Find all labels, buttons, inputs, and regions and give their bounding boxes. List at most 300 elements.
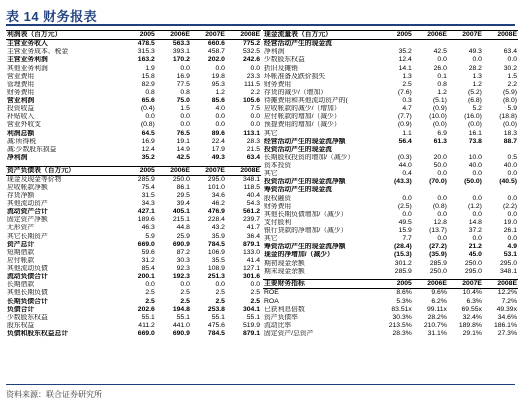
table-row [263, 268, 518, 276]
row-value: (50.0) [464, 178, 482, 186]
table-row [6, 73, 261, 81]
row-value: 25.9 [176, 232, 190, 240]
row-value: 210.7% [423, 321, 447, 329]
row-value: (35.9) [429, 251, 447, 259]
row-value: 22.4 [211, 137, 225, 145]
row-value: (5.2) [467, 88, 482, 96]
row-value: 99.11x [426, 305, 447, 313]
row-value: (70.0) [429, 178, 447, 186]
row-label: 折旧及摊销 [264, 64, 298, 72]
row-value: 301.2 [394, 259, 412, 267]
table-row [6, 249, 261, 257]
row-value: 49.5 [398, 218, 412, 226]
table-row [263, 121, 518, 129]
row-value: 532.5 [242, 48, 260, 56]
row-value: 26.1 [503, 227, 517, 234]
row-value [378, 40, 413, 49]
row-value: 10.0 [468, 153, 482, 161]
year-header: 2006E [413, 280, 448, 289]
year-header [448, 146, 483, 154]
row-value: 2.5 [145, 297, 155, 305]
row-value: 6.2% [431, 297, 447, 305]
row-value: (0.0) [503, 121, 517, 129]
table-row [6, 289, 261, 297]
row-value: 75.4 [141, 183, 155, 191]
row-value: 561.2 [242, 208, 260, 216]
row-value: 476.9 [207, 208, 225, 216]
row-value: 5.9 [507, 105, 517, 113]
row-label: 补贴收入 [7, 113, 35, 121]
row-value: 23.3 [246, 72, 260, 80]
right-panel [263, 30, 518, 338]
row-value: 40.4 [246, 191, 260, 199]
row-label: 营业外收支 [7, 121, 41, 129]
row-value: 186.1% [493, 321, 517, 329]
subsection-row [263, 186, 518, 194]
year-header: 2008E [483, 280, 518, 289]
row-label: 财务费用 [7, 88, 35, 96]
row-label: 其它 [264, 170, 278, 178]
row-value: 16.1 [468, 129, 482, 137]
row-value: 2.5 [180, 297, 190, 305]
table-row [263, 306, 518, 314]
year-header: 2005 [121, 166, 156, 175]
row-value: 202.0 [207, 56, 225, 64]
row-value: 0.0 [507, 194, 517, 202]
row-value: 118.5 [243, 183, 260, 191]
row-value: 35.2 [141, 153, 155, 161]
row-value: 87.2 [176, 248, 190, 256]
table-row [263, 203, 518, 211]
table-row [6, 121, 261, 129]
table-row [6, 306, 261, 314]
row-value: 30.3 [176, 256, 190, 264]
row-value: 0.3 [402, 97, 412, 104]
row-label: 应收帐款的减少/（增加） [264, 105, 341, 113]
table-row [6, 146, 261, 154]
row-value: 75.0 [176, 97, 190, 104]
row-value: 0.0 [437, 210, 447, 218]
row-value: 0.0 [507, 210, 517, 218]
table-row [263, 56, 518, 64]
row-value: 49.39x [496, 305, 517, 313]
row-value: (15.3) [394, 251, 412, 259]
row-value: 2.5 [250, 289, 260, 297]
row-label: 营业利润 [7, 97, 35, 104]
row-label: 减:少数股东损益 [7, 145, 57, 153]
table-row [6, 322, 261, 330]
row-value: 14.9 [176, 145, 190, 153]
table-row [6, 154, 261, 162]
row-value: 35.2 [398, 48, 412, 56]
row-value: 5.2 [472, 105, 482, 113]
row-value: 879.1 [242, 330, 260, 337]
row-value: 12.8 [433, 218, 447, 226]
row-value: 12.4 [398, 56, 412, 64]
row-label: 财务费用 [264, 80, 292, 88]
section-title: 主要财务指标 [263, 280, 378, 289]
table-row [6, 65, 261, 73]
row-value: (0.0) [432, 121, 447, 129]
title-divider [6, 24, 515, 26]
table-row [6, 105, 261, 113]
row-label: 投资活动产生的现金流净额 [264, 178, 346, 186]
row-label: 投资收益 [7, 105, 35, 113]
table-row [6, 113, 261, 121]
row-value: 0.0 [215, 64, 225, 72]
row-value: 64.5 [141, 129, 155, 137]
row-value: 202.6 [137, 305, 155, 313]
row-value: 0.0 [250, 64, 260, 72]
row-label: 股权融资 [264, 194, 292, 202]
row-value: 690.9 [172, 240, 190, 248]
year-header: 2008E [483, 31, 518, 40]
row-value: 0.0 [507, 170, 517, 178]
row-value: (2.2) [503, 202, 517, 210]
row-label: 期末现金余额 [264, 267, 305, 275]
row-value: 6.3% [466, 297, 482, 305]
row-value: 660.6 [207, 40, 225, 48]
table-row [6, 314, 261, 322]
table-row [6, 273, 261, 281]
year-header [413, 146, 448, 154]
row-value: (8.0) [503, 97, 517, 104]
table-row [263, 73, 518, 81]
table-row [263, 314, 518, 322]
row-value: 0.0 [437, 170, 447, 178]
row-value: 106.9 [207, 248, 225, 256]
table-row [263, 289, 518, 298]
year-header: 2007E [191, 31, 226, 40]
row-value: 0.0 [507, 56, 517, 64]
page-title: 表 14 财务报表 [6, 9, 98, 24]
row-value: 519.9 [242, 321, 260, 329]
row-value: 16.9 [141, 137, 155, 145]
table-row [6, 56, 261, 64]
row-value: 35.9 [211, 232, 225, 240]
row-label: 应付帐款 [7, 256, 35, 264]
row-value: 0.0 [250, 113, 260, 121]
row-value: 21.2 [468, 243, 482, 251]
table-row [6, 184, 261, 192]
row-value: 88.7 [503, 137, 517, 145]
row-value: 18.3 [503, 129, 517, 137]
row-value: 27.3% [497, 330, 517, 337]
row-value: (43.3) [394, 178, 412, 186]
row-value: 17.9 [211, 145, 225, 153]
row-value: 19.0 [503, 218, 517, 226]
row-value: 76.5 [176, 129, 190, 137]
table-row [263, 170, 518, 178]
section-header-row [6, 31, 261, 40]
table-row [6, 330, 261, 338]
footer-divider [6, 384, 515, 385]
row-value: 200.1 [137, 273, 155, 281]
row-value: (18.8) [499, 113, 517, 121]
table-row [6, 257, 261, 265]
year-header: 2005 [121, 31, 156, 40]
row-value: 40.0 [468, 162, 482, 169]
row-value: 427.1 [137, 208, 155, 216]
row-value: 1.1 [402, 129, 412, 137]
row-label: 长期负债合计 [7, 297, 48, 305]
row-value: 2.5 [215, 289, 225, 297]
row-label: 流动负债合计 [7, 273, 48, 281]
row-value: (5.9) [503, 88, 517, 96]
row-value: 41.4 [246, 256, 260, 264]
row-value: 26.0 [433, 64, 447, 72]
year-header [448, 186, 483, 194]
table-row [263, 298, 518, 306]
row-value: 475.6 [207, 321, 225, 329]
row-value: 95.3 [211, 80, 225, 88]
row-value: 478.5 [137, 40, 155, 48]
year-header [483, 186, 518, 194]
row-value: 163.2 [137, 56, 155, 64]
row-value: 192.3 [172, 273, 190, 281]
row-value: 0.0 [180, 113, 190, 121]
row-value: 301.6 [242, 273, 260, 281]
year-header: 2006E [413, 31, 448, 40]
row-value: 105.6 [242, 97, 260, 104]
row-value: 15.8 [141, 72, 155, 80]
row-value: 0.0 [215, 281, 225, 289]
row-value: 1.9 [145, 64, 155, 72]
row-label: 坏帐准备及跌价损失 [264, 72, 326, 80]
row-value: 2.5 [145, 289, 155, 297]
row-label: 其他长期负债 [7, 289, 48, 297]
row-value: 295.0 [464, 267, 482, 275]
row-value: 189.8% [458, 321, 482, 329]
row-value: 63.4 [503, 48, 517, 56]
row-value: 411.2 [138, 321, 155, 329]
row-value: 250.0 [464, 259, 482, 267]
row-value: 0.0 [145, 113, 155, 121]
row-value: 45.0 [468, 251, 482, 259]
row-value: 458.7 [207, 48, 225, 56]
row-value: 12.2% [497, 289, 517, 297]
year-header: 2007E [448, 31, 483, 40]
row-value: 0.4 [402, 170, 412, 178]
row-value: 30.3% [392, 313, 412, 321]
row-value: (0.3) [397, 153, 412, 161]
row-value: 1.3 [472, 72, 482, 80]
row-value: 242.6 [242, 56, 260, 64]
row-value: 0.0 [250, 281, 260, 289]
row-value: 784.5 [207, 330, 225, 337]
row-label: 支付股利 [264, 218, 292, 226]
row-label: 应付帐款的增加/（减少） [264, 113, 341, 121]
row-value: 2.5 [215, 297, 225, 305]
table-row [263, 81, 518, 89]
row-value: 63.4 [246, 153, 260, 161]
row-value: (1.2) [467, 202, 482, 210]
row-value: 35.5 [211, 256, 225, 264]
row-label: 利润总额 [7, 129, 35, 137]
row-label: 银行贷款的净增加/（减少） [264, 227, 348, 234]
row-value: 1.2 [215, 88, 225, 96]
section-title: 投资活动产生的现金流 [264, 145, 332, 153]
row-value: 563.3 [172, 40, 190, 48]
row-value [448, 40, 483, 49]
row-value: 44.0 [398, 162, 412, 169]
row-value: 54.3 [246, 200, 260, 207]
row-label: 短期借款 [7, 248, 35, 256]
row-value: 56.4 [398, 137, 412, 145]
table-row [6, 130, 261, 138]
row-value: 315.3 [137, 48, 155, 56]
row-value: 34.6% [497, 313, 517, 321]
table-row [263, 235, 518, 243]
year-header [483, 146, 518, 154]
row-value: (0.4) [140, 105, 155, 113]
row-label: 已获利息倍数 [264, 305, 305, 313]
row-value: 0.0 [145, 281, 155, 289]
row-label: 其它长期资产 [7, 232, 48, 240]
row-value: 4.0 [215, 105, 225, 113]
row-value: (0.9) [397, 121, 412, 129]
row-value: 0.1 [437, 72, 447, 80]
table-row [263, 260, 518, 268]
row-label: 净利润 [7, 153, 28, 161]
row-label: ROA [264, 297, 279, 305]
row-label: 负债合计 [7, 305, 35, 313]
row-value: (2.5) [397, 202, 412, 210]
row-value: 39.4 [176, 200, 190, 207]
row-value: 879.1 [242, 240, 260, 248]
row-value: 69.55x [461, 305, 482, 313]
row-value: 37.2 [468, 227, 482, 234]
row-label: 其它 [264, 129, 278, 137]
row-value: 295.0 [207, 175, 225, 183]
row-value: 0.0 [472, 56, 482, 64]
table-row [6, 216, 261, 224]
year-header [413, 186, 448, 194]
row-value: 41.7 [246, 224, 260, 232]
row-value: 0.0 [180, 281, 190, 289]
year-header: 2006E [156, 166, 191, 175]
row-value: 213.5% [388, 321, 412, 329]
row-value: 85.4 [141, 265, 155, 272]
row-value: 108.9 [207, 265, 225, 272]
row-label: 流动资产合计 [7, 208, 48, 216]
row-value: 29.5 [176, 191, 190, 199]
row-value: 89.6 [211, 129, 225, 137]
row-value: 253.8 [207, 305, 225, 313]
row-value: 170.2 [172, 56, 190, 64]
row-value: 405.1 [172, 208, 190, 216]
row-value: 28.2% [427, 313, 447, 321]
row-value: 31.2 [141, 256, 155, 264]
row-value: 8.6% [396, 289, 412, 297]
year-header: 2006E [156, 31, 191, 40]
row-value: 61.3 [433, 137, 447, 145]
row-value: 0.0 [180, 121, 190, 129]
table-row [6, 281, 261, 289]
title-bar [6, 4, 515, 26]
row-value: 7.5 [250, 105, 260, 113]
row-value: 43.2 [211, 224, 225, 232]
row-value: 0.0 [215, 113, 225, 121]
row-label: 应收帐款净额 [7, 183, 48, 191]
row-value: (13.7) [429, 227, 447, 234]
row-value: 42.5 [176, 153, 190, 161]
row-value: 77.5 [176, 80, 190, 88]
table-row [263, 40, 518, 49]
row-value: (0.9) [432, 105, 447, 113]
row-value: (0.8) [140, 121, 155, 129]
row-value: 0.0 [472, 170, 482, 178]
row-value: 19.1 [176, 137, 190, 145]
row-value: 44.8 [176, 224, 190, 232]
row-label: 财务费用 [264, 202, 292, 210]
row-value: 12.4 [141, 145, 155, 153]
table-row [6, 298, 261, 306]
row-value: (10.0) [429, 113, 447, 121]
row-value: 0.0 [437, 235, 447, 243]
table-row [6, 224, 261, 232]
table-row [263, 48, 518, 56]
row-value: 784.5 [207, 240, 225, 248]
row-value: 775.2 [242, 40, 260, 48]
financial-table [6, 30, 261, 338]
table-row [263, 97, 518, 105]
row-value: 32.4% [462, 313, 482, 321]
table-row [263, 162, 518, 170]
row-label: 流动比率 [264, 321, 292, 329]
row-value [413, 40, 448, 49]
table-row [263, 227, 518, 235]
row-label: 少数股东权益 [7, 313, 48, 321]
row-value: 85.6 [211, 97, 225, 104]
row-label: 经营活动产生的现金流净额 [264, 137, 346, 145]
row-value: 111.5 [244, 80, 260, 88]
year-header: 2005 [378, 31, 413, 40]
row-value: 34.3 [141, 200, 155, 207]
row-value: 1.5 [180, 105, 190, 113]
row-value: (6.8) [467, 97, 482, 104]
year-header: 2007E [191, 166, 226, 175]
row-value: 34.6 [211, 191, 225, 199]
row-label: 其他业务利润 [7, 64, 48, 72]
row-value: 21.5 [246, 145, 260, 153]
table-row [263, 178, 518, 186]
subsection-row [263, 146, 518, 154]
table-row [263, 130, 518, 138]
row-value: 49.3 [211, 153, 225, 161]
row-value: 669.0 [137, 240, 155, 248]
row-value: 0.0 [472, 235, 482, 243]
row-label: 固定资产/总资产 [264, 330, 314, 337]
row-label: 主营业务成本、税金 [7, 48, 69, 56]
row-value: 194.8 [172, 305, 190, 313]
row-value: 28.2 [468, 64, 482, 72]
table-row [263, 105, 518, 113]
row-value: 0.0 [402, 194, 412, 202]
row-value: 285.9 [429, 259, 447, 267]
row-value: 0.0 [437, 194, 447, 202]
row-value: 83.51x [391, 305, 412, 313]
row-value: (28.4) [394, 243, 412, 251]
row-value: 40.0 [503, 162, 517, 169]
table-row [263, 330, 518, 338]
row-value: 690.9 [172, 330, 190, 337]
row-value: 46.2 [211, 200, 225, 207]
year-header: 2007E [448, 280, 483, 289]
row-value: 73.8 [468, 137, 482, 145]
row-value: 285.9 [394, 267, 412, 275]
row-value: 0.0 [250, 121, 260, 129]
